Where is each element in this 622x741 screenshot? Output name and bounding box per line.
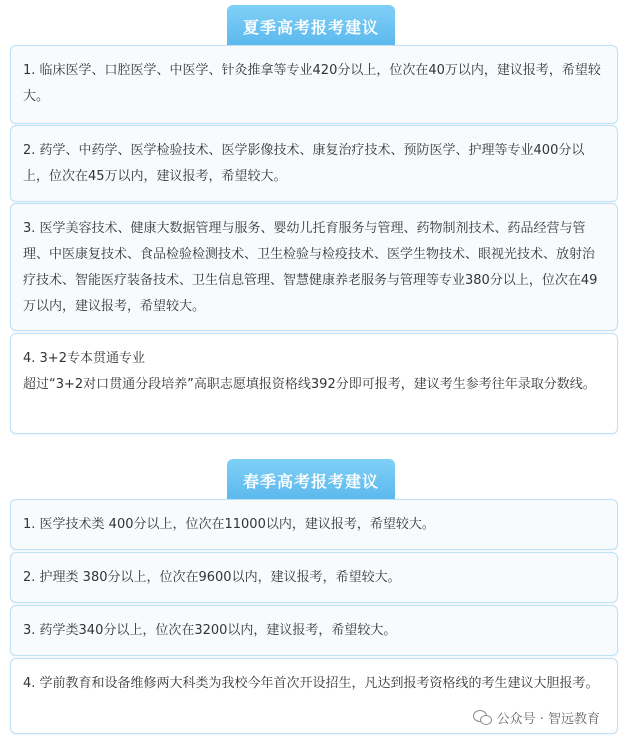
summer-item-2: [10, 125, 618, 202]
summer-item-1-text: 1. 临床医学、口腔医学、中医学、针灸推拿等专业420分以上，位次在40万以内，建议报考，希望较大。: [23, 63, 601, 104]
spring-section: [0, 458, 622, 498]
spring-item-2-text: 2. 护理类 380分以上，位次在9600以内，建议报考，希望较大。: [23, 570, 401, 585]
summer-item-2-text: 2. 药学、中药学、医学检验技术、医学影像技术、康复治疗技术、预防医学、护理等专业400分以上，位次在45万以内，建议报考，希望较大。: [23, 143, 585, 184]
summer-item-3-text: 3. 医学美容技术、健康大数据管理与服务、婴幼儿托育服务与管理、药物制剂技术、药品经营与管理、中医康复技术、食品检验检测技术、卫生检验与检疫技术、医学生物技术、眼视光技术、放射治疗技术、智能医疗装备技术、卫生信息管理、智慧健康养老服务与管理等专业380分以上，位次在49万以内，建议报考，希望较大。: [23, 221, 598, 314]
wechat-icon: [473, 710, 491, 725]
spring-heading: 春季高考报考建议: [227, 459, 395, 502]
summer-item-4-text: 超过“3+2对口贯通分段培养”高职志愿填报资格线392分即可报考，建议考生参考往年录取分数线。: [23, 377, 596, 392]
summer-item-1: [10, 45, 618, 124]
summer-item-4-title: 4. 3+2专本贯通专业: [23, 351, 145, 366]
spring-item-1-text: 1. 医学技术类 400分以上，位次在11000以内，建议报考，希望较大。: [23, 517, 435, 532]
spring-item-2: [10, 552, 618, 603]
watermark-text: 公众号 · 智远教育: [496, 712, 600, 727]
summer-section: [0, 4, 622, 44]
spring-item-3: [10, 605, 618, 656]
summer-heading: 夏季高考报考建议: [227, 5, 395, 48]
summer-item-3: [10, 203, 618, 331]
watermark: [473, 708, 600, 727]
spring-item-1: [10, 499, 618, 550]
spring-item-4-text: 4. 学前教育和设备维修两大科类为我校今年首次开设招生，凡达到报考资格线的考生建议大胆报考。: [23, 676, 599, 691]
spring-item-3-text: 3. 药学类340分以上，位次在3200以内，建议报考，希望较大。: [23, 623, 397, 638]
summer-item-4: [10, 333, 618, 434]
